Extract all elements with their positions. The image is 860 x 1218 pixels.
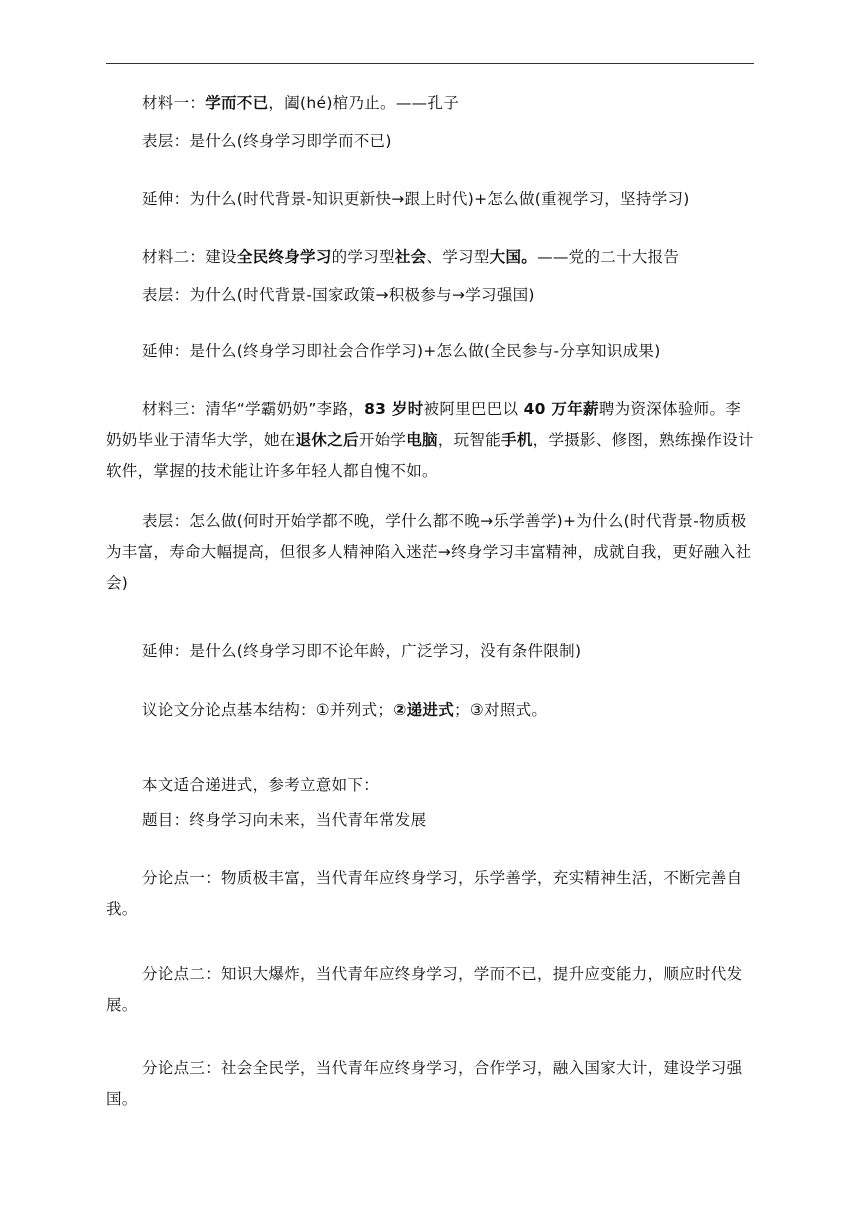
- material-three: [106, 394, 754, 487]
- material-three-extension: 延伸：是什么(终身学习即不论年龄，广泛学习，没有条件限制): [142, 642, 582, 660]
- material-three-bold-1: 83 岁时: [364, 400, 424, 418]
- material-three-bold-4: 电脑: [406, 431, 438, 449]
- material-one-text: ，阖(hé)棺乃止。——孔子: [268, 94, 460, 112]
- material-three-text-2: 被阿里巴巴以: [423, 400, 524, 418]
- structure-text-1: 议论文分论点基本结构：①并列式；: [142, 701, 394, 719]
- material-two-bold-1: 全民终身学习: [236, 248, 332, 266]
- material-one-bold: 学而不已: [205, 94, 269, 112]
- material-three-text-6: ，学摄影、修图，熟练操作设计软件，掌握的技术能让许多年轻人都自愧不如。: [106, 431, 754, 480]
- sub-point-one: 分论点一：物质极丰富，当代青年应终身学习，乐学善学，充实精神生活，不断完善自我。: [106, 869, 743, 918]
- material-one-label: 材料一：: [142, 94, 206, 112]
- material-two-surface: 表层：为什么(时代背景-国家政策→积极参与→学习强国): [142, 286, 535, 304]
- material-three-bold-2: 40 万年薪: [523, 400, 599, 418]
- material-three-bold-5: 手机: [501, 431, 533, 449]
- material-two-text-3: 、学习型: [426, 248, 490, 266]
- material-one: [106, 88, 754, 119]
- material-two-bold-4: 。: [521, 248, 538, 266]
- sub-point-two: 分论点二：知识大爆炸，当代青年应终身学习，学而不已，提升应变能力，顺应时代发展。: [106, 965, 743, 1014]
- structure-text-2: ；③对照式。: [454, 701, 548, 719]
- header-rule: [106, 63, 754, 64]
- material-two-text-2: 的学习型: [331, 248, 395, 266]
- material-three-surface: 表层：怎么做(何时开始学都不晚，学什么都不晚→乐学善学)+为什么(时代背景-物质极为丰富，寿命大幅提高，但很多人精神陷入迷茫→终身学习丰富精神，成就自我，更好融入社会): [106, 512, 752, 592]
- essay-title-line: 题目：终身学习向未来，当代青年常发展: [142, 811, 427, 829]
- material-three-text-5: ，玩智能: [437, 431, 502, 449]
- material-two-text-1: 材料二：建设: [142, 248, 237, 266]
- material-two-text-4: ——党的二十大报告: [537, 248, 680, 266]
- material-one-surface: 表层：是什么(终身学习即学而不已): [142, 132, 392, 150]
- structure-bold: ②递进式: [393, 701, 455, 719]
- structure-line: [106, 695, 754, 726]
- material-one-extension: 延伸：为什么(时代背景-知识更新快→跟上时代)+怎么做(重视学习，坚持学习): [142, 190, 690, 208]
- material-two-extension: 延伸：是什么(终身学习即社会合作学习)+怎么做(全民参与-分享知识成果): [142, 342, 661, 360]
- material-three-text-4: 开始学: [358, 431, 407, 449]
- material-two-bold-3: 大国: [489, 248, 522, 266]
- material-three-text-1: 材料三：清华“学霸奶奶”李路，: [142, 400, 365, 418]
- material-two-bold-2: 社会: [394, 248, 427, 266]
- material-three-bold-3: 退休之后: [295, 431, 359, 449]
- sub-point-three: 分论点三：社会全民学，当代青年应终身学习，合作学习，融入国家大计，建设学习强国。: [106, 1059, 743, 1108]
- material-two: [106, 242, 754, 273]
- intro-line: 本文适合递进式，参考立意如下：: [142, 776, 380, 794]
- material-three-text-3: 聘为资深体验师。李奶奶毕业于清华大学，她在: [106, 400, 742, 449]
